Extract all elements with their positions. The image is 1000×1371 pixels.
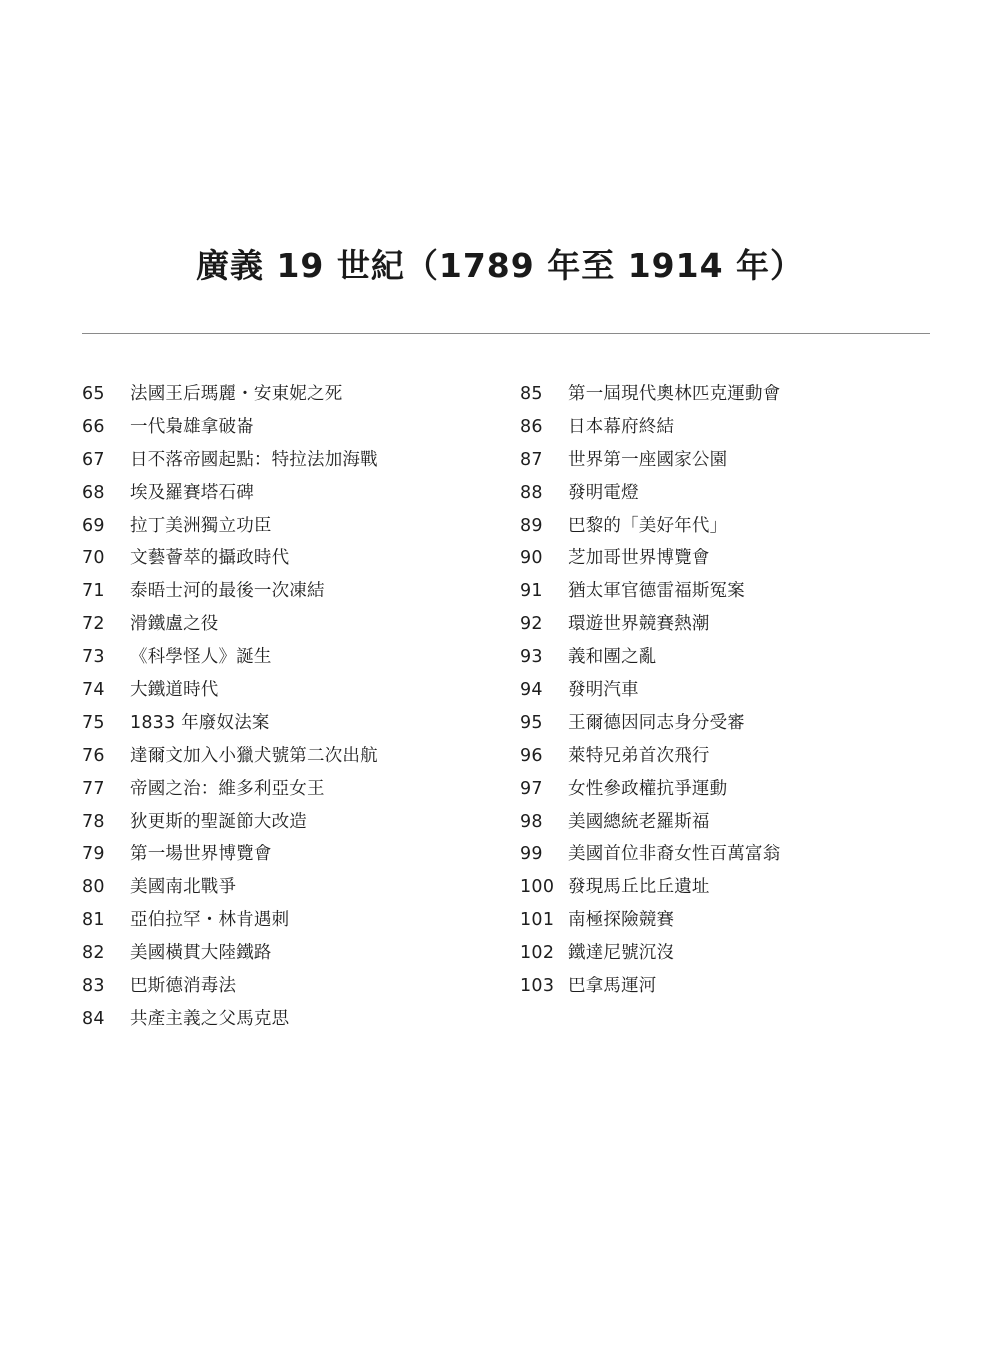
toc-entry-number: 99: [520, 844, 543, 865]
toc-entry-title: 女性參政權抗爭運動: [568, 778, 728, 799]
toc-entry: [82, 970, 502, 1003]
toc-entry-title: 美國橫貫大陸鐵路: [130, 943, 272, 964]
toc-entry-title: 第一場世界博覽會: [130, 844, 272, 865]
toc-entry: [520, 937, 940, 970]
toc-entry: [82, 674, 502, 707]
toc-entry-number: 96: [520, 745, 543, 766]
toc-entry-title: 巴拿馬運河: [568, 976, 657, 997]
toc-entry-title: 埃及羅賽塔石碑: [130, 482, 254, 503]
toc-entry-title: 世界第一座國家公園: [568, 449, 728, 470]
toc-entry-title: 亞伯拉罕・林肯遇刺: [130, 910, 290, 931]
toc-entry: [520, 608, 940, 641]
toc-entry-number: 71: [82, 581, 105, 602]
toc-entry-title: 日不落帝國起點：特拉法加海戰: [130, 449, 378, 470]
toc-entry-title: 鐵達尼號沉沒: [568, 943, 675, 964]
toc-entry: [82, 740, 502, 773]
toc-entry: [82, 575, 502, 608]
toc-entry-number: 68: [82, 482, 105, 503]
toc-entry-title: 大鐵道時代: [130, 680, 219, 701]
toc-entry: [82, 641, 502, 674]
toc-entry: [520, 904, 940, 937]
toc-entry-title: 義和團之亂: [568, 647, 657, 668]
toc-entry-title: 達爾文加入小獵犬號第二次出航: [130, 745, 378, 766]
toc-entry-number: 90: [520, 548, 543, 569]
toc-entry-number: 95: [520, 712, 543, 733]
toc-entry-number: 101: [520, 910, 555, 931]
toc-entry: [520, 707, 940, 740]
toc-entry: [520, 444, 940, 477]
toc-entry-number: 76: [82, 745, 105, 766]
toc-entry-title: 萊特兄弟首次飛行: [568, 745, 710, 766]
title-divider: [82, 333, 930, 334]
toc-entry: [520, 674, 940, 707]
toc-entry: [82, 871, 502, 904]
toc-entry-number: 91: [520, 581, 543, 602]
toc-entry-number: 102: [520, 943, 555, 964]
toc-entry: [520, 510, 940, 543]
toc-entry-title: 巴黎的「美好年代」: [568, 515, 728, 536]
toc-entry-title: 發現馬丘比丘遺址: [568, 877, 710, 898]
toc-entry-title: 第一屆現代奧林匹克運動會: [568, 384, 781, 404]
toc-entry: [520, 838, 940, 871]
toc-entry-title: 發明汽車: [568, 680, 639, 701]
toc-entry: [520, 411, 940, 444]
toc-entry-title: 發明電燈: [568, 482, 639, 503]
toc-entry-number: 88: [520, 482, 543, 503]
toc-entry-number: 84: [82, 1008, 105, 1029]
toc-entry: [82, 1003, 502, 1036]
toc-entry-number: 77: [82, 778, 105, 799]
toc-entry: [82, 477, 502, 510]
toc-entry: [520, 740, 940, 773]
toc-entry-number: 75: [82, 712, 105, 733]
toc-entry: [520, 641, 940, 674]
toc-entry-title: 共產主義之父馬克思: [130, 1008, 290, 1029]
toc-entry: [520, 477, 940, 510]
toc-entry-number: 98: [520, 811, 543, 832]
toc-column-right: [520, 378, 940, 1003]
toc-entry-number: 89: [520, 515, 543, 536]
toc-entry: [520, 575, 940, 608]
toc-entry-title: 法國王后瑪麗・安東妮之死: [130, 384, 343, 404]
page-title: 廣義 19 世紀（1789 年至 1914 年）: [195, 246, 805, 285]
toc-entry-number: 80: [82, 877, 105, 898]
toc-entry-title: 王爾德因同志身分受審: [568, 712, 745, 733]
toc-entry-title: 巴斯德消毒法: [130, 976, 237, 997]
toc-entry-number: 67: [82, 449, 105, 470]
toc-entry: [520, 871, 940, 904]
toc-entry: [82, 444, 502, 477]
toc-entry-number: 65: [82, 384, 105, 404]
toc-entry: [82, 608, 502, 641]
toc-entry-title: 猶太軍官德雷福斯冤案: [568, 581, 745, 602]
toc-entry: [520, 378, 940, 411]
toc-entry-title: 美國總統老羅斯福: [568, 811, 710, 832]
toc-entry: [520, 970, 940, 1003]
toc-entry-number: 92: [520, 614, 543, 635]
toc-entry: [520, 773, 940, 806]
toc-entry-number: 79: [82, 844, 105, 865]
toc-column-left: [82, 378, 502, 1036]
toc-entry-title: 《科學怪人》誕生: [130, 647, 272, 668]
toc-entry-number: 86: [520, 416, 543, 437]
toc-entry-number: 70: [82, 548, 105, 569]
toc-entry: [82, 838, 502, 871]
toc-entry: [82, 806, 502, 839]
toc-entry-number: 103: [520, 976, 555, 997]
toc-entry: [82, 510, 502, 543]
toc-entry: [82, 773, 502, 806]
toc-entry-title: 芝加哥世界博覽會: [568, 548, 710, 569]
toc-entry-number: 78: [82, 811, 105, 832]
toc-entry-number: 81: [82, 910, 105, 931]
toc-entry: [82, 378, 502, 411]
toc-entry: [82, 707, 502, 740]
toc-entry-number: 83: [82, 976, 105, 997]
toc-entry-number: 66: [82, 416, 105, 437]
toc-entry-title: 1833 年廢奴法案: [130, 712, 270, 733]
toc-entry-title: 帝國之治：維多利亞女王: [130, 778, 325, 799]
toc-entry-number: 74: [82, 680, 105, 701]
toc-entry: [82, 904, 502, 937]
toc-entry-title: 滑鐵盧之役: [130, 614, 219, 635]
toc-entry-title: 美國首位非裔女性百萬富翁: [568, 844, 781, 865]
toc-entry: [82, 411, 502, 444]
toc-entry-number: 72: [82, 614, 105, 635]
toc-entry-number: 73: [82, 647, 105, 668]
toc-entry: [520, 806, 940, 839]
toc-entry-title: 南極探險競賽: [568, 910, 675, 931]
toc-entry-number: 85: [520, 384, 543, 404]
toc-entry: [82, 542, 502, 575]
toc-entry-title: 文藝薈萃的攝政時代: [130, 548, 290, 569]
toc-entry-number: 100: [520, 877, 555, 898]
toc-entry-title: 日本幕府終結: [568, 416, 675, 437]
toc-entry: [82, 937, 502, 970]
toc-entry-number: 93: [520, 647, 543, 668]
toc-entry-number: 69: [82, 515, 105, 536]
toc-entry-title: 環遊世界競賽熱潮: [568, 614, 710, 635]
toc-entry-title: 一代梟雄拿破崙: [130, 416, 254, 437]
toc-entry-number: 82: [82, 943, 105, 964]
toc-entry-title: 狄更斯的聖誕節大改造: [130, 811, 307, 832]
toc-entry-title: 拉丁美洲獨立功臣: [130, 515, 272, 536]
toc-entry-number: 97: [520, 778, 543, 799]
toc-entry-title: 美國南北戰爭: [130, 877, 237, 898]
toc-entry-number: 94: [520, 680, 543, 701]
toc-entry-number: 87: [520, 449, 543, 470]
toc-entry: [520, 542, 940, 575]
toc-entry-title: 泰晤士河的最後一次凍結: [130, 581, 325, 602]
